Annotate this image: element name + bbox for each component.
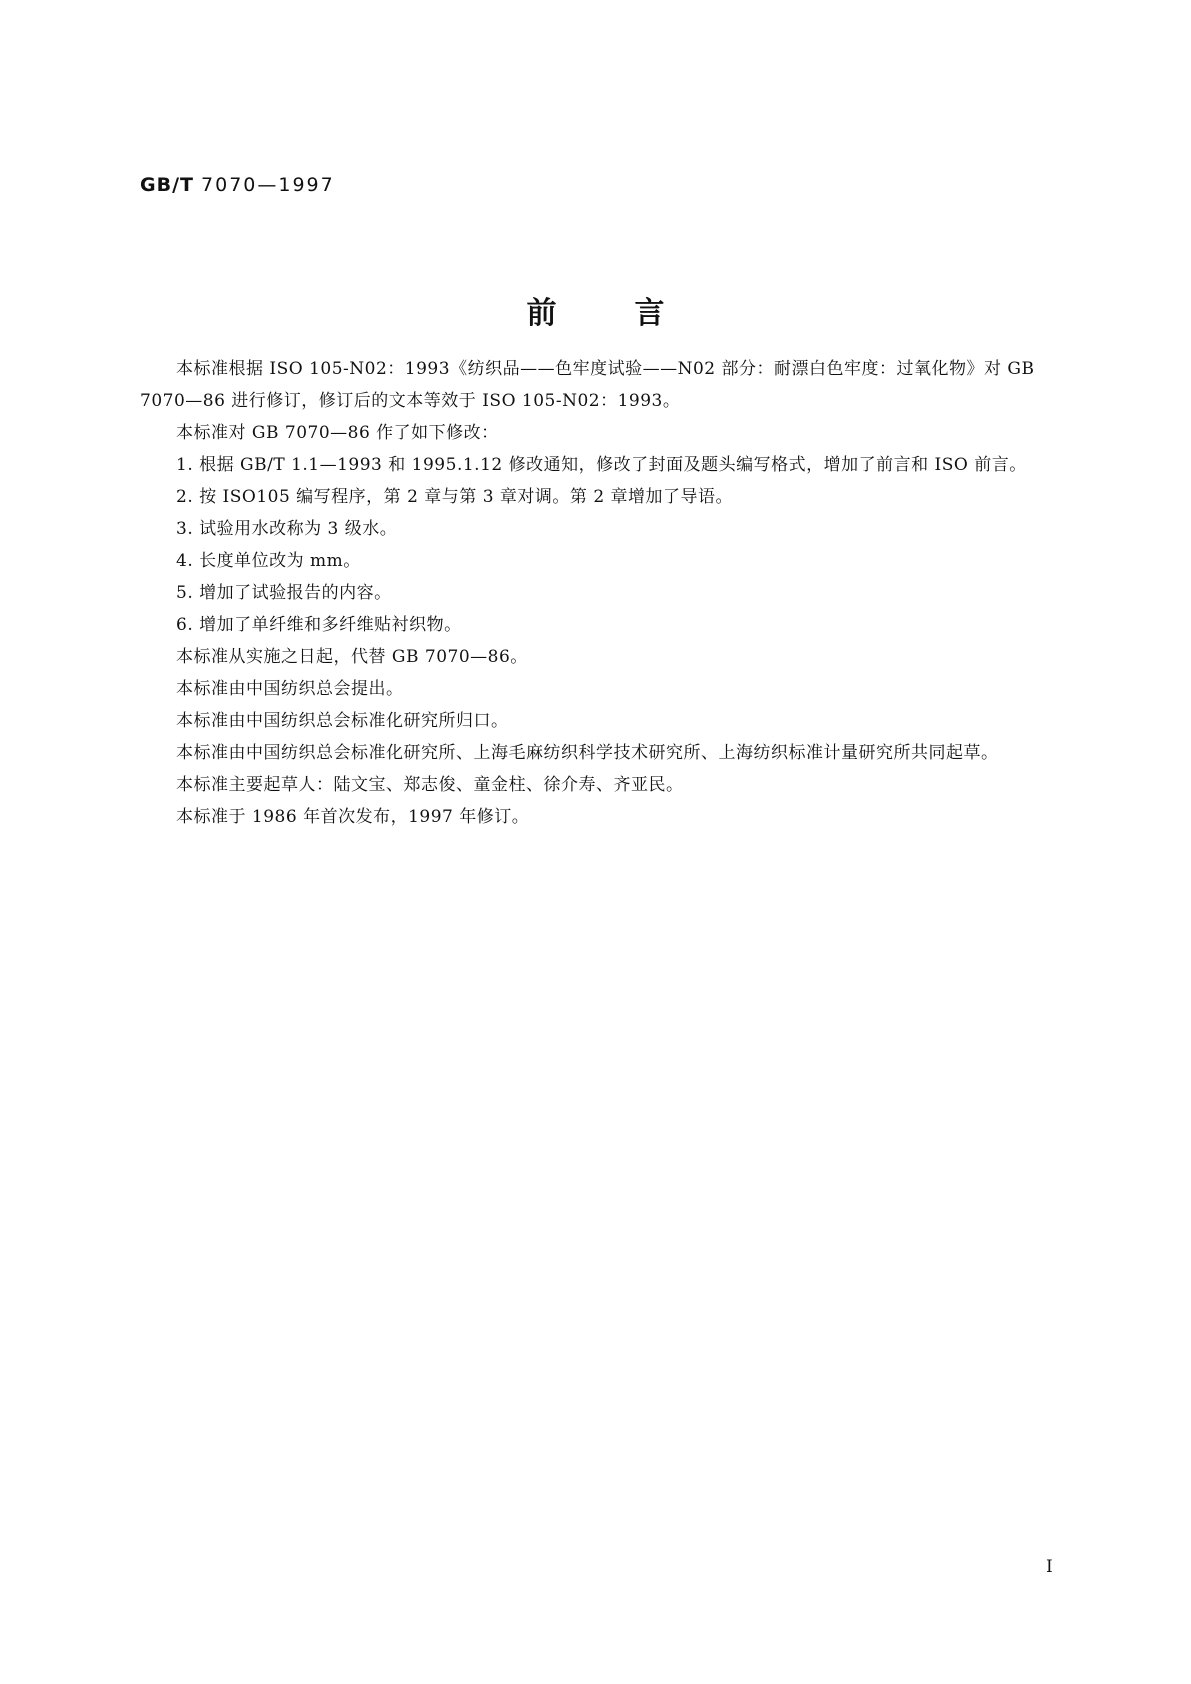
list-item: 4. 长度单位改为 mm。 xyxy=(176,551,361,571)
paragraph-changes-intro: 本标准对 GB 7070—86 作了如下修改： xyxy=(176,423,499,443)
list-item: 6. 增加了单纤维和多纤维贴衬织物。 xyxy=(176,615,462,635)
paragraph-proposed-by: 本标准由中国纺织总会提出。 xyxy=(176,679,404,699)
list-item: 5. 增加了试验报告的内容。 xyxy=(176,583,392,603)
page-title: 前言 xyxy=(526,296,743,331)
paragraph-drafters: 本标准主要起草人：陆文宝、郑志俊、童金柱、徐介寿、齐亚民。 xyxy=(176,775,684,795)
list-item: 1. 根据 GB/T 1.1—1993 和 1995.1.12 修改通知，修改了封面及题头编写格式，增加了前言和 ISO 前言。 xyxy=(176,455,1027,475)
paragraph-centralized-by: 本标准由中国纺织总会标准化研究所归口。 xyxy=(176,711,509,731)
paragraph-replaces: 本标准从实施之日起，代替 GB 7070—86。 xyxy=(176,647,528,667)
list-item: 2. 按 ISO105 编写程序，第 2 章与第 3 章对调。第 2 章增加了导语。 xyxy=(176,487,734,507)
standard-code xyxy=(140,174,335,196)
page-number: I xyxy=(1046,1557,1053,1577)
paragraph-history: 本标准于 1986 年首次发布，1997 年修订。 xyxy=(176,807,530,827)
paragraph-drafted-by: 本标准由中国纺织总会标准化研究所、上海毛麻纺织科学技术研究所、上海纺织标准计量研究所共同起草。 xyxy=(176,743,999,763)
standard-number: 7070—1997 xyxy=(201,174,335,196)
paragraph-basis: 本标准根据 ISO 105-N02：1993《纺织品——色牢度试验——N02 部分：耐漂白色牢度：过氧化物》对 GB 7070—86 进行修订，修订后的文本等效于 ISO 105-N02：1993。 xyxy=(140,359,1035,411)
foreword-body xyxy=(140,353,1050,833)
standard-prefix: GB/T xyxy=(140,174,194,196)
list-item: 3. 试验用水改称为 3 级水。 xyxy=(176,519,398,539)
